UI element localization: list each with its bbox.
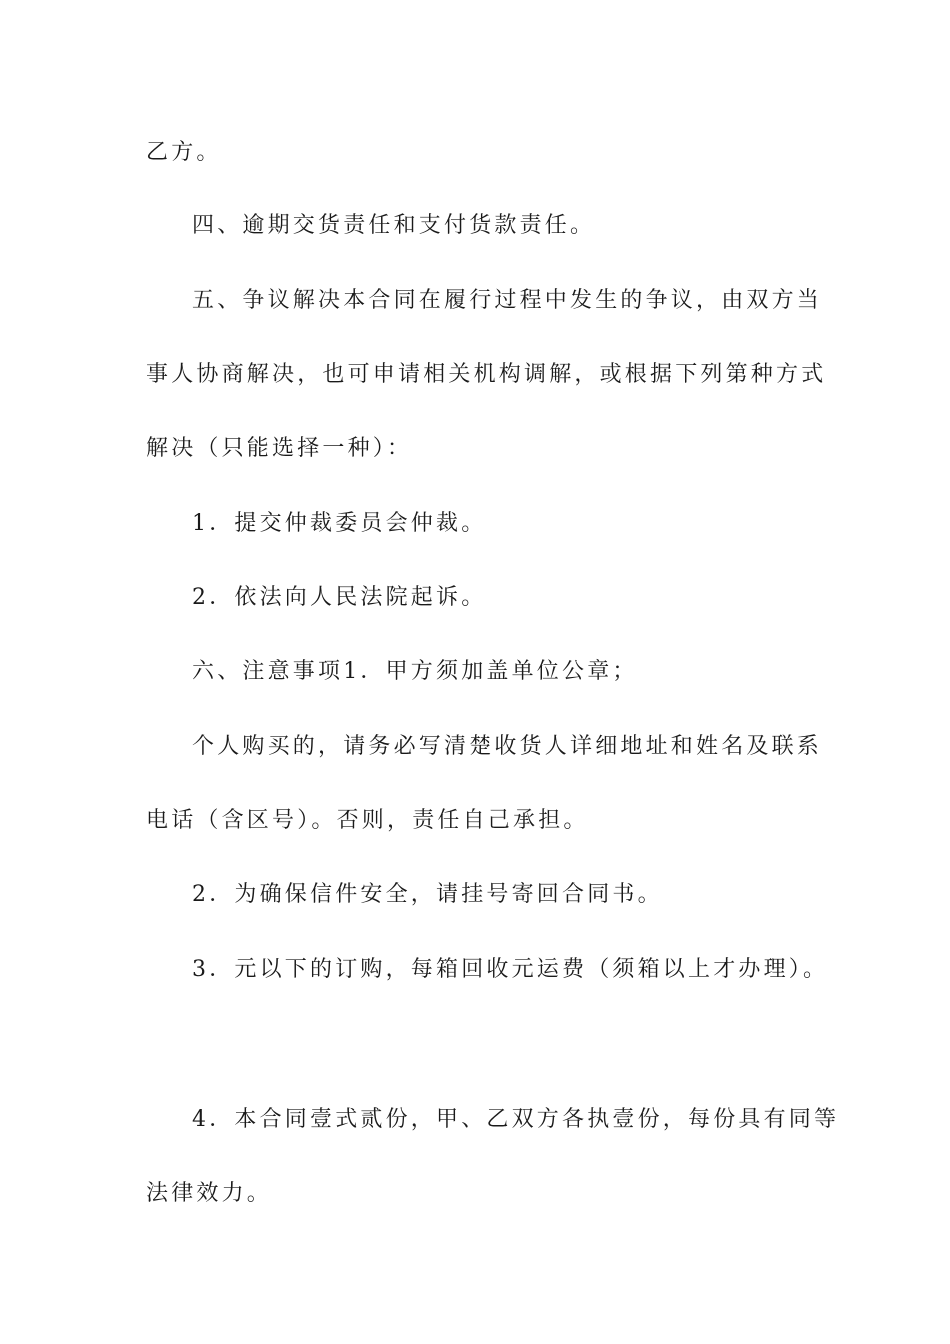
clause-6-notes-item-4: 4．本合同壹式贰份，甲、乙双方各执壹份，每份具有同等 xyxy=(192,1107,840,1132)
text-line-continuation-yifang: 乙方。 xyxy=(146,140,222,165)
clause-6-notes-personal-purchase-cont: 电话（含区号）。否则，责任自己承担。 xyxy=(146,808,589,833)
clause-6-notes-item-3: 3．元以下的订购，每箱回收元运费（须箱以上才办理）。 xyxy=(192,957,829,982)
clause-4-overdue-liability: 四、逾期交货责任和支付货款责任。 xyxy=(192,213,596,238)
clause-5-dispute-resolution: 五、争议解决本合同在履行过程中发生的争议，由双方当 xyxy=(192,288,823,313)
clause-6-notes-personal-purchase: 个人购买的，请务必写清楚收货人详细地址和姓名及联系 xyxy=(192,734,823,759)
clause-5-dispute-resolution-cont-2: 解决（只能选择一种）： xyxy=(146,436,413,461)
clause-5-dispute-resolution-cont-1: 事人协商解决，也可申请相关机构调解，或根据下列第种方式 xyxy=(146,362,827,387)
option-2-lawsuit: 2．依法向人民法院起诉。 xyxy=(192,585,487,610)
option-1-arbitration: 1．提交仲裁委员会仲裁。 xyxy=(192,511,487,536)
clause-6-notes-item-4-cont: 法律效力。 xyxy=(146,1181,273,1206)
clause-6-notes-item-1: 六、注意事项1．甲方须加盖单位公章； xyxy=(192,659,638,684)
clause-6-notes-item-2: 2．为确保信件安全，请挂号寄回合同书。 xyxy=(192,882,663,907)
